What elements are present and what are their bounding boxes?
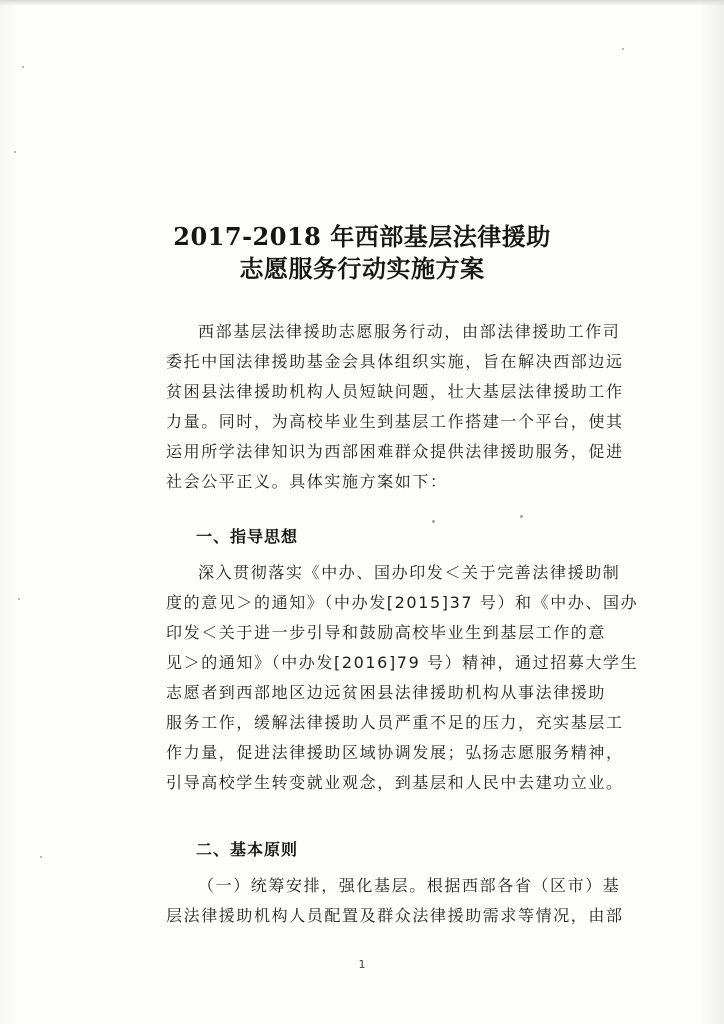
- scan-edge: [0, 0, 724, 6]
- scan-speck: [432, 520, 435, 523]
- document-title-line-2: 志愿服务行动实施方案: [239, 254, 485, 283]
- section1-line: 深入贯彻落实《中办、国办印发＜关于完善法律援助制: [198, 563, 621, 582]
- section1-line: 引导高校学生转变就业观念，到基层和人民中去建功立业。: [166, 773, 624, 792]
- page-number: 1: [358, 958, 366, 971]
- scan-speck: [40, 856, 42, 858]
- section2-line: （一）统筹安排，强化基层。根据西部各省（区市）基: [198, 876, 621, 895]
- section1-line: 印发＜关于进一步引导和鼓励高校毕业生到基层工作的意: [166, 623, 607, 642]
- intro-line: 委托中国法律援助基金会具体组织实施，旨在解决西部边远: [166, 352, 624, 371]
- intro-line: 运用所学法律知识为西部困难群众提供法律援助服务，促进: [166, 442, 624, 461]
- section-heading-guiding-ideology: 一、指导思想: [196, 527, 299, 546]
- section1-line: 作力量，促进法律援助区域协调发展；弘扬志愿服务精神，: [166, 743, 624, 762]
- scan-speck: [622, 48, 624, 50]
- section1-line: 志愿者到西部地区边远贫困县法律援助机构从事法律援助: [166, 683, 607, 702]
- scan-speck: [22, 66, 24, 68]
- document-title-line-1: 2017-2018 年西部基层法律援助: [173, 222, 551, 251]
- scan-speck: [18, 598, 20, 600]
- intro-line: 力量。同时，为高校毕业生到基层工作搭建一个平台，使其: [166, 412, 624, 431]
- section2-line: 层法律援助机构人员配置及群众法律援助需求等情况，由部: [166, 906, 624, 925]
- scan-speck: [14, 151, 16, 153]
- intro-line: 社会公平正义。具体实施方案如下：: [166, 472, 448, 491]
- section-heading-basic-principles: 二、基本原则: [196, 840, 299, 859]
- section1-line: 服务工作，缓解法律援助人员严重不足的压力，充实基层工: [166, 713, 624, 732]
- intro-line: 西部基层法律援助志愿服务行动，由部法律援助工作司: [198, 322, 621, 341]
- intro-line: 贫困县法律援助机构人员短缺问题，壮大基层法律援助工作: [166, 382, 624, 401]
- section1-line: 度的意见＞的通知》（中办发[2015]37 号）和《中办、国办: [166, 593, 639, 612]
- scan-speck: [520, 515, 523, 518]
- section1-line: 见＞的通知》（中办发[2016]79 号）精神，通过招募大学生: [166, 653, 639, 672]
